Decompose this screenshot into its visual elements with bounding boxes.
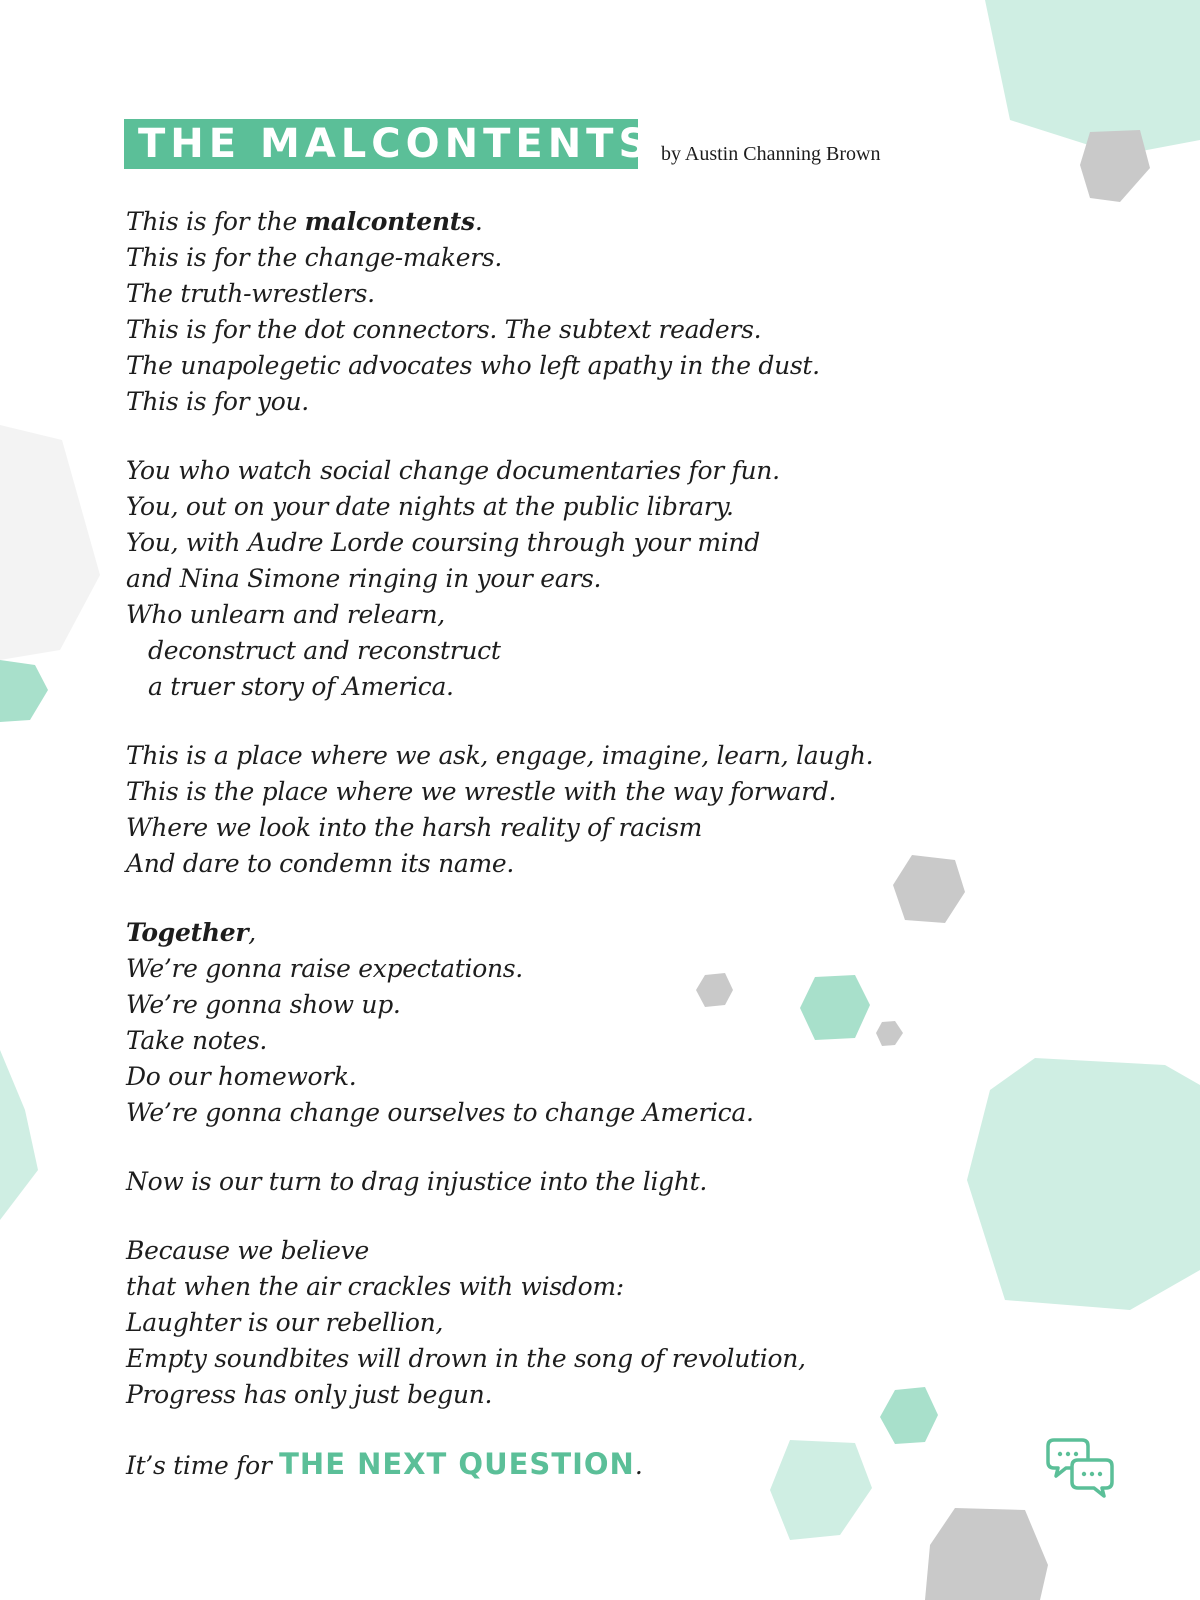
author-byline: by Austin Channing Brown [661,143,881,165]
poem-line: You, out on your date nights at the public library. [126,492,734,521]
hexagon-top-right-gray [1080,130,1150,202]
poem-line: This is for the change-makers. [126,243,503,272]
closing-line [126,1446,1026,1484]
stanza-6 [126,1233,1026,1413]
poem-line: This is for the malcontents. [126,207,483,236]
emphasis-malcontents: malcontents [304,207,475,236]
poem-line: Because we believe [126,1236,369,1265]
stanza-2 [126,453,1026,705]
stanza-4 [126,915,1026,1131]
poem-line: Empty soundbites will drown in the song of revolution, [126,1344,806,1373]
poem-line: Do our homework. [126,1062,357,1091]
poem-body [126,204,1026,1517]
page-title: THE MALCONTENTS [124,119,638,169]
hexagon-left-mint-bottom [0,1050,38,1220]
hexagon-left-mint-small [0,660,48,722]
poem-line: And dare to condemn its name. [126,849,515,878]
poem-line: We’re gonna raise expectations. [126,954,523,983]
poem-line: You, with Audre Lorde coursing through your mind [126,528,760,557]
stanza-1 [126,204,1026,420]
emphasis-together: Together [126,918,249,947]
poem-line: Together, [126,918,256,947]
poem-line: a truer story of America. [148,672,454,701]
poem-line: We’re gonna show up. [126,990,401,1019]
poem-line: The truth-wrestlers. [126,279,375,308]
poem-line: deconstruct and reconstruct [148,636,501,665]
poem-line: This is the place where we wrestle with the way forward. [126,777,837,806]
poem-line: Laughter is our rebellion, [126,1308,444,1337]
poem-line: that when the air crackles with wisdom: [126,1272,624,1301]
hexagon-top-right [985,0,1200,155]
poem-line: Take notes. [126,1026,267,1055]
poem-line: Now is our turn to drag injustice into the light. [126,1167,708,1196]
poem-line: This is a place where we ask, engage, imagine, learn, laugh. [126,741,874,770]
poem-line: This is for you. [126,387,309,416]
poem-line: It’s time for THE NEXT QUESTION. [126,1447,643,1481]
hexagon-left-gray [0,425,100,660]
stanza-5 [126,1164,1026,1200]
poem-line: We’re gonna change ourselves to change America. [126,1098,754,1127]
poem-line: You who watch social change documentaries for fun. [126,456,780,485]
poem-line: Progress has only just begun. [126,1380,493,1409]
hexagon-gray-bottom [925,1508,1048,1600]
poem-line: This is for the dot connectors. The subtext readers. [126,315,762,344]
poem-line: Who unlearn and relearn, [126,600,445,629]
stanza-3 [126,738,1026,882]
poem-line: and Nina Simone ringing in your ears. [126,564,602,593]
poem-line: Where we look into the harsh reality of racism [126,813,703,842]
brand-next-question: THE NEXT QUESTION [279,1447,635,1481]
poem-line: The unapolegetic advocates who left apathy in the dust. [126,351,820,380]
chat-bubbles-icon [1046,1436,1116,1506]
